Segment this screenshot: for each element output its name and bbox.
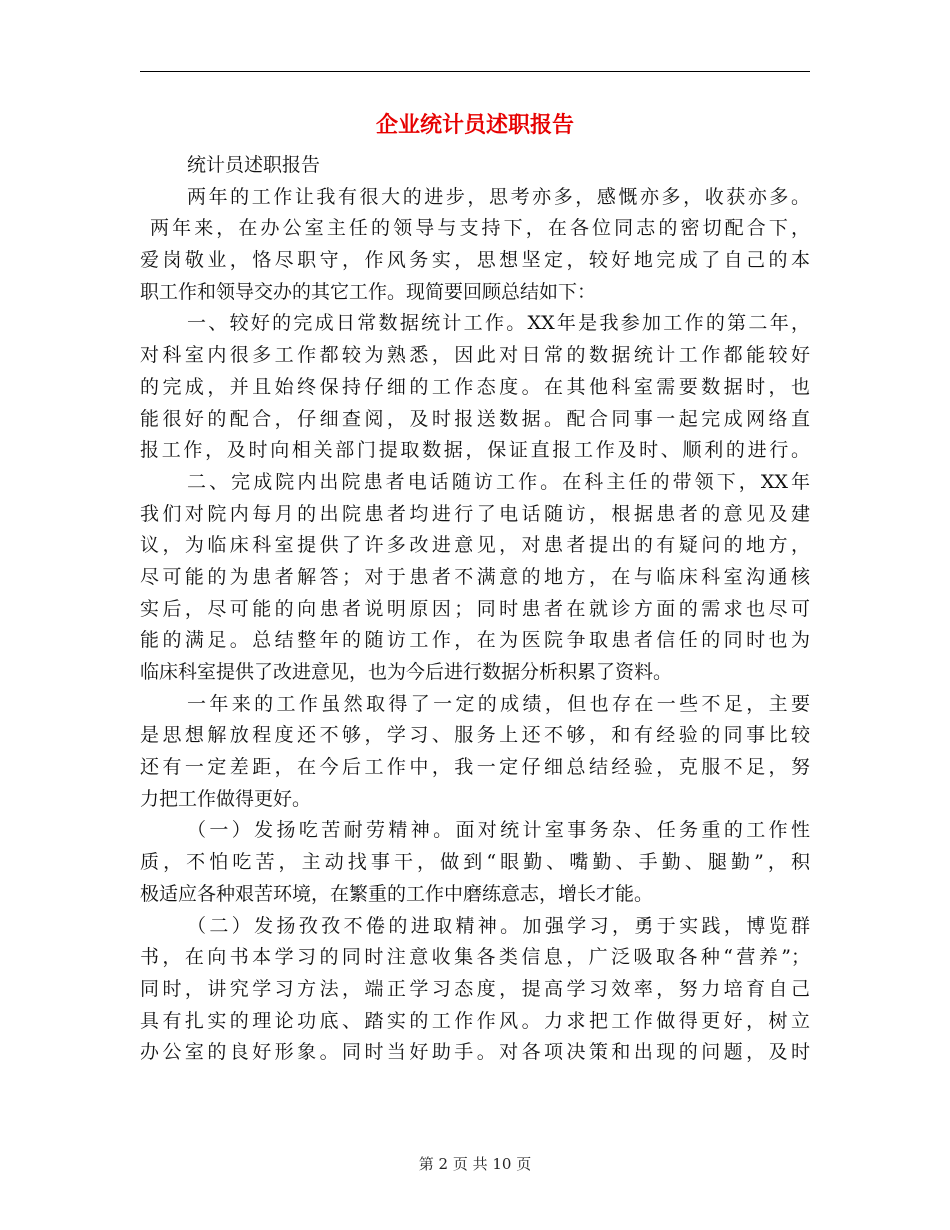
text-line: 极适应各种艰苦环境，在繁重的工作中磨练意志，增长才能。 xyxy=(140,882,654,905)
text-line: 一、较好的完成日常数据统计工作。XX年是我参加工作的第二年， xyxy=(187,312,810,335)
text-line: 临床科室提供了改进意见，也为今后进行数据分析积累了资料。 xyxy=(140,661,673,683)
text-line: 质，不怕吃苦，主动找事干，做到“眼勤、嘴勤、手勤、腿勤”，积 xyxy=(140,851,810,874)
text-line: 一年来的工作虽然取得了一定的成绩，但也存在一些不足，主要 xyxy=(187,692,810,715)
text-line: 爱岗敬业，恪尽职守，作风务实，思想坚定，较好地完成了自己的本 xyxy=(140,249,810,272)
text-line: 力把工作做得更好。 xyxy=(140,787,312,810)
text-line: 的完成，并且始终保持仔细的工作态度。在其他科室需要数据时，也 xyxy=(140,375,810,398)
document-body xyxy=(140,150,810,1069)
text-line: 能很好的配合，仔细查阅，及时报送数据。配合同事一起完成网络直 xyxy=(140,407,810,430)
text-line: 职工作和领导交办的其它工作。现简要回顾总结如下： xyxy=(140,280,597,303)
text-line: 议，为临床科室提供了许多改进意见，对患者提出的有疑问的地方， xyxy=(140,534,810,557)
text-line: （一）发扬吃苦耐劳精神。面对统计室事务杂、任务重的工作性 xyxy=(187,819,810,842)
text-line: 书，在向书本学习的同时注意收集各类信息，广泛吸取各种“营养”； xyxy=(140,946,810,969)
text-line: （二）发扬孜孜不倦的进取精神。加强学习，勇于实践，博览群 xyxy=(187,914,810,937)
text-line: 我们对院内每月的出院患者均进行了电话随访，根据患者的意见及建 xyxy=(140,502,810,525)
text-line: 二、完成院内出院患者电话随访工作。在科主任的带领下，XX年 xyxy=(187,470,810,493)
page-title: 企业统计员述职报告 xyxy=(375,112,574,138)
text-line: 实后，尽可能的向患者说明原因；同时患者在就诊方面的需求也尽可 xyxy=(140,597,810,620)
text-line: 是思想解放程度还不够，学习、服务上还不够，和有经验的同事比较 xyxy=(140,724,810,747)
header-rule xyxy=(140,71,810,72)
text-line: 具有扎实的理论功底、踏实的工作作风。力求把工作做得更好，树立 xyxy=(140,1009,810,1032)
text-line: 尽可能的为患者解答；对于患者不满意的地方，在与临床科室沟通核 xyxy=(140,565,810,588)
text-line: 两年的工作让我有很大的进步，思考亦多，感慨亦多，收获亦多。 xyxy=(187,185,810,208)
text-line: 对科室内很多工作都较为熟悉，因此对日常的数据统计工作都能较好 xyxy=(140,344,810,367)
text-line: 办公室的良好形象。同时当好助手。对各项决策和出现的问题，及时 xyxy=(140,1041,810,1064)
page-number-footer: 第 2 页 共 10 页 xyxy=(418,1155,532,1173)
text-line: 能的满足。总结整年的随访工作，在为医院争取患者信任的同时也为 xyxy=(140,629,810,652)
text-line: 两年来，在办公室主任的领导与支持下，在各位同志的密切配合下， xyxy=(150,217,810,240)
text-line: 统计员述职报告 xyxy=(187,154,321,176)
text-line: 报工作，及时向相关部门提取数据，保证直报工作及时、顺利的进行。 xyxy=(140,439,810,462)
text-line: 同时，讲究学习方法，端正学习态度，提高学习效率，努力培育自己 xyxy=(140,977,810,1000)
text-line: 还有一定差距，在今后工作中，我一定仔细总结经验，克服不足，努 xyxy=(140,756,810,779)
